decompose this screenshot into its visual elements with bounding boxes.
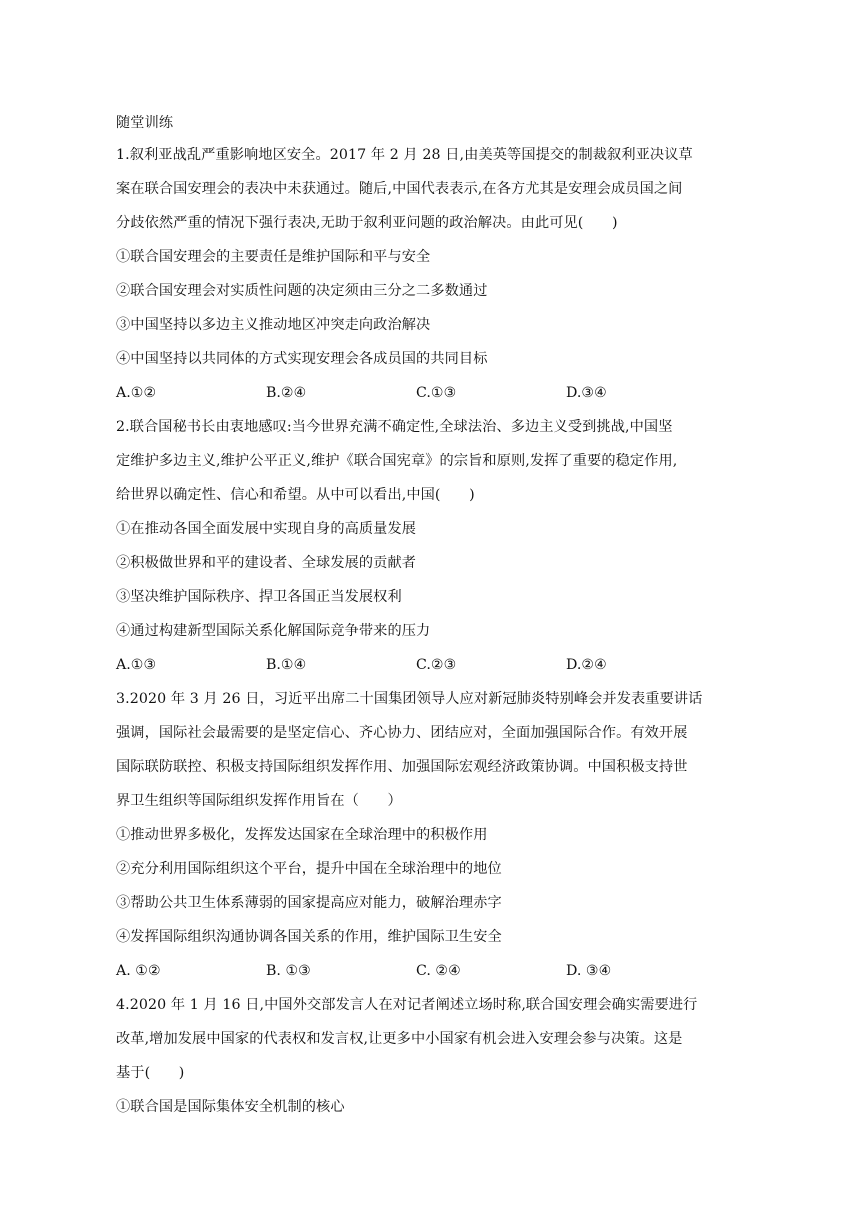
statement: ①联合国是国际集体安全机制的核心 — [116, 1099, 345, 1115]
statement: ④中国坚持以共同体的方式实现安理会各成员国的共同目标 — [116, 351, 488, 367]
option-a: A.①② — [116, 385, 157, 401]
statement: ③中国坚持以多边主义推动地区冲突走向政治解决 — [116, 317, 431, 333]
answer-options — [116, 648, 736, 682]
question-stem-line: 案在联合国安理会的表决中未获通过。随后,中国代表表示,在各方尤其是安理会成员国之间 — [116, 181, 683, 197]
question-stem-line: 定维护多边主义,维护公平正义,维护《联合国宪章》的宗旨和原则,发挥了重要的稳定作用, — [116, 453, 678, 469]
statement: ②充分利用国际组织这个平台，提升中国在全球治理中的地位 — [116, 861, 502, 877]
option-d: D.②④ — [566, 657, 607, 673]
statement: ③坚决维护国际秩序、捍卫各国正当发展权利 — [116, 589, 402, 605]
question-stem-line: 1.叙利亚战乱严重影响地区安全。2017 年 2 月 28 日,由美英等国提交的制裁叙利亚决议草 — [116, 147, 693, 163]
question-stem-line: 给世界以确定性、信心和希望。从中可以看出,中国( ) — [116, 487, 475, 503]
answer-options — [116, 954, 736, 988]
question-4 — [116, 988, 736, 1124]
question-stem-line: 2.联合国秘书长由衷地感叹:当今世界充满不确定性,全球法治、多边主义受到挑战,中国坚 — [116, 419, 673, 435]
section-title: 随堂训练 — [116, 115, 174, 131]
question-1 — [116, 138, 736, 410]
statement: ②联合国安理会对实质性问题的决定须由三分之二多数通过 — [116, 283, 488, 299]
option-a: A.①③ — [116, 657, 157, 673]
statement: ④发挥国际组织沟通协调各国关系的作用，维护国际卫生安全 — [116, 929, 502, 945]
option-c: C.①③ — [416, 385, 457, 401]
question-stem-line: 分歧依然严重的情况下强行表决,无助于叙利亚问题的政治解决。由此可见( ) — [116, 215, 618, 231]
question-stem-line: 强调，国际社会最需要的是坚定信心、齐心协力、团结应对，全面加强国际合作。有效开展 — [116, 725, 688, 741]
option-d: D.③④ — [566, 385, 607, 401]
answer-options — [116, 376, 736, 410]
option-b: B. ①③ — [266, 963, 311, 979]
question-stem-line: 国际联防联控、积极支持国际组织发挥作用、加强国际宏观经济政策协调。中国积极支持世 — [116, 759, 688, 775]
statement: ②积极做世界和平的建设者、全球发展的贡献者 — [116, 555, 417, 571]
option-b: B.①④ — [266, 657, 307, 673]
question-stem-line: 界卫生组织等国际组织发挥作用旨在（ ） — [116, 793, 402, 809]
option-b: B.②④ — [266, 385, 307, 401]
option-c: C. ②④ — [416, 963, 461, 979]
question-stem-line: 基于( ) — [116, 1065, 185, 1081]
statement: ①推动世界多极化，发挥发达国家在全球治理中的积极作用 — [116, 827, 488, 843]
option-a: A. ①② — [116, 963, 161, 979]
statement: ③帮助公共卫生体系薄弱的国家提高应对能力，破解治理赤字 — [116, 895, 502, 911]
question-stem-line: 4.2020 年 1 月 16 日,中国外交部发言人在对记者阐述立场时称,联合国安理会确实需要进行 — [116, 997, 698, 1013]
question-2 — [116, 410, 736, 682]
option-d: D. ③④ — [566, 963, 612, 979]
document-content — [116, 109, 736, 1124]
statement: ①在推动各国全面发展中实现自身的高质量发展 — [116, 521, 417, 537]
question-3 — [116, 682, 736, 988]
option-c: C.②③ — [416, 657, 457, 673]
statement: ④通过构建新型国际关系化解国际竞争带来的压力 — [116, 623, 431, 639]
question-stem-line: 改革,增加发展中国家的代表权和发言权,让更多中小国家有机会进入安理会参与决策。这是 — [116, 1031, 683, 1047]
question-stem-line: 3.2020 年 3 月 26 日，习近平出席二十国集团领导人应对新冠肺炎特别峰会并发表重要讲话 — [116, 691, 703, 707]
statement: ①联合国安理会的主要责任是维护国际和平与安全 — [116, 249, 431, 265]
